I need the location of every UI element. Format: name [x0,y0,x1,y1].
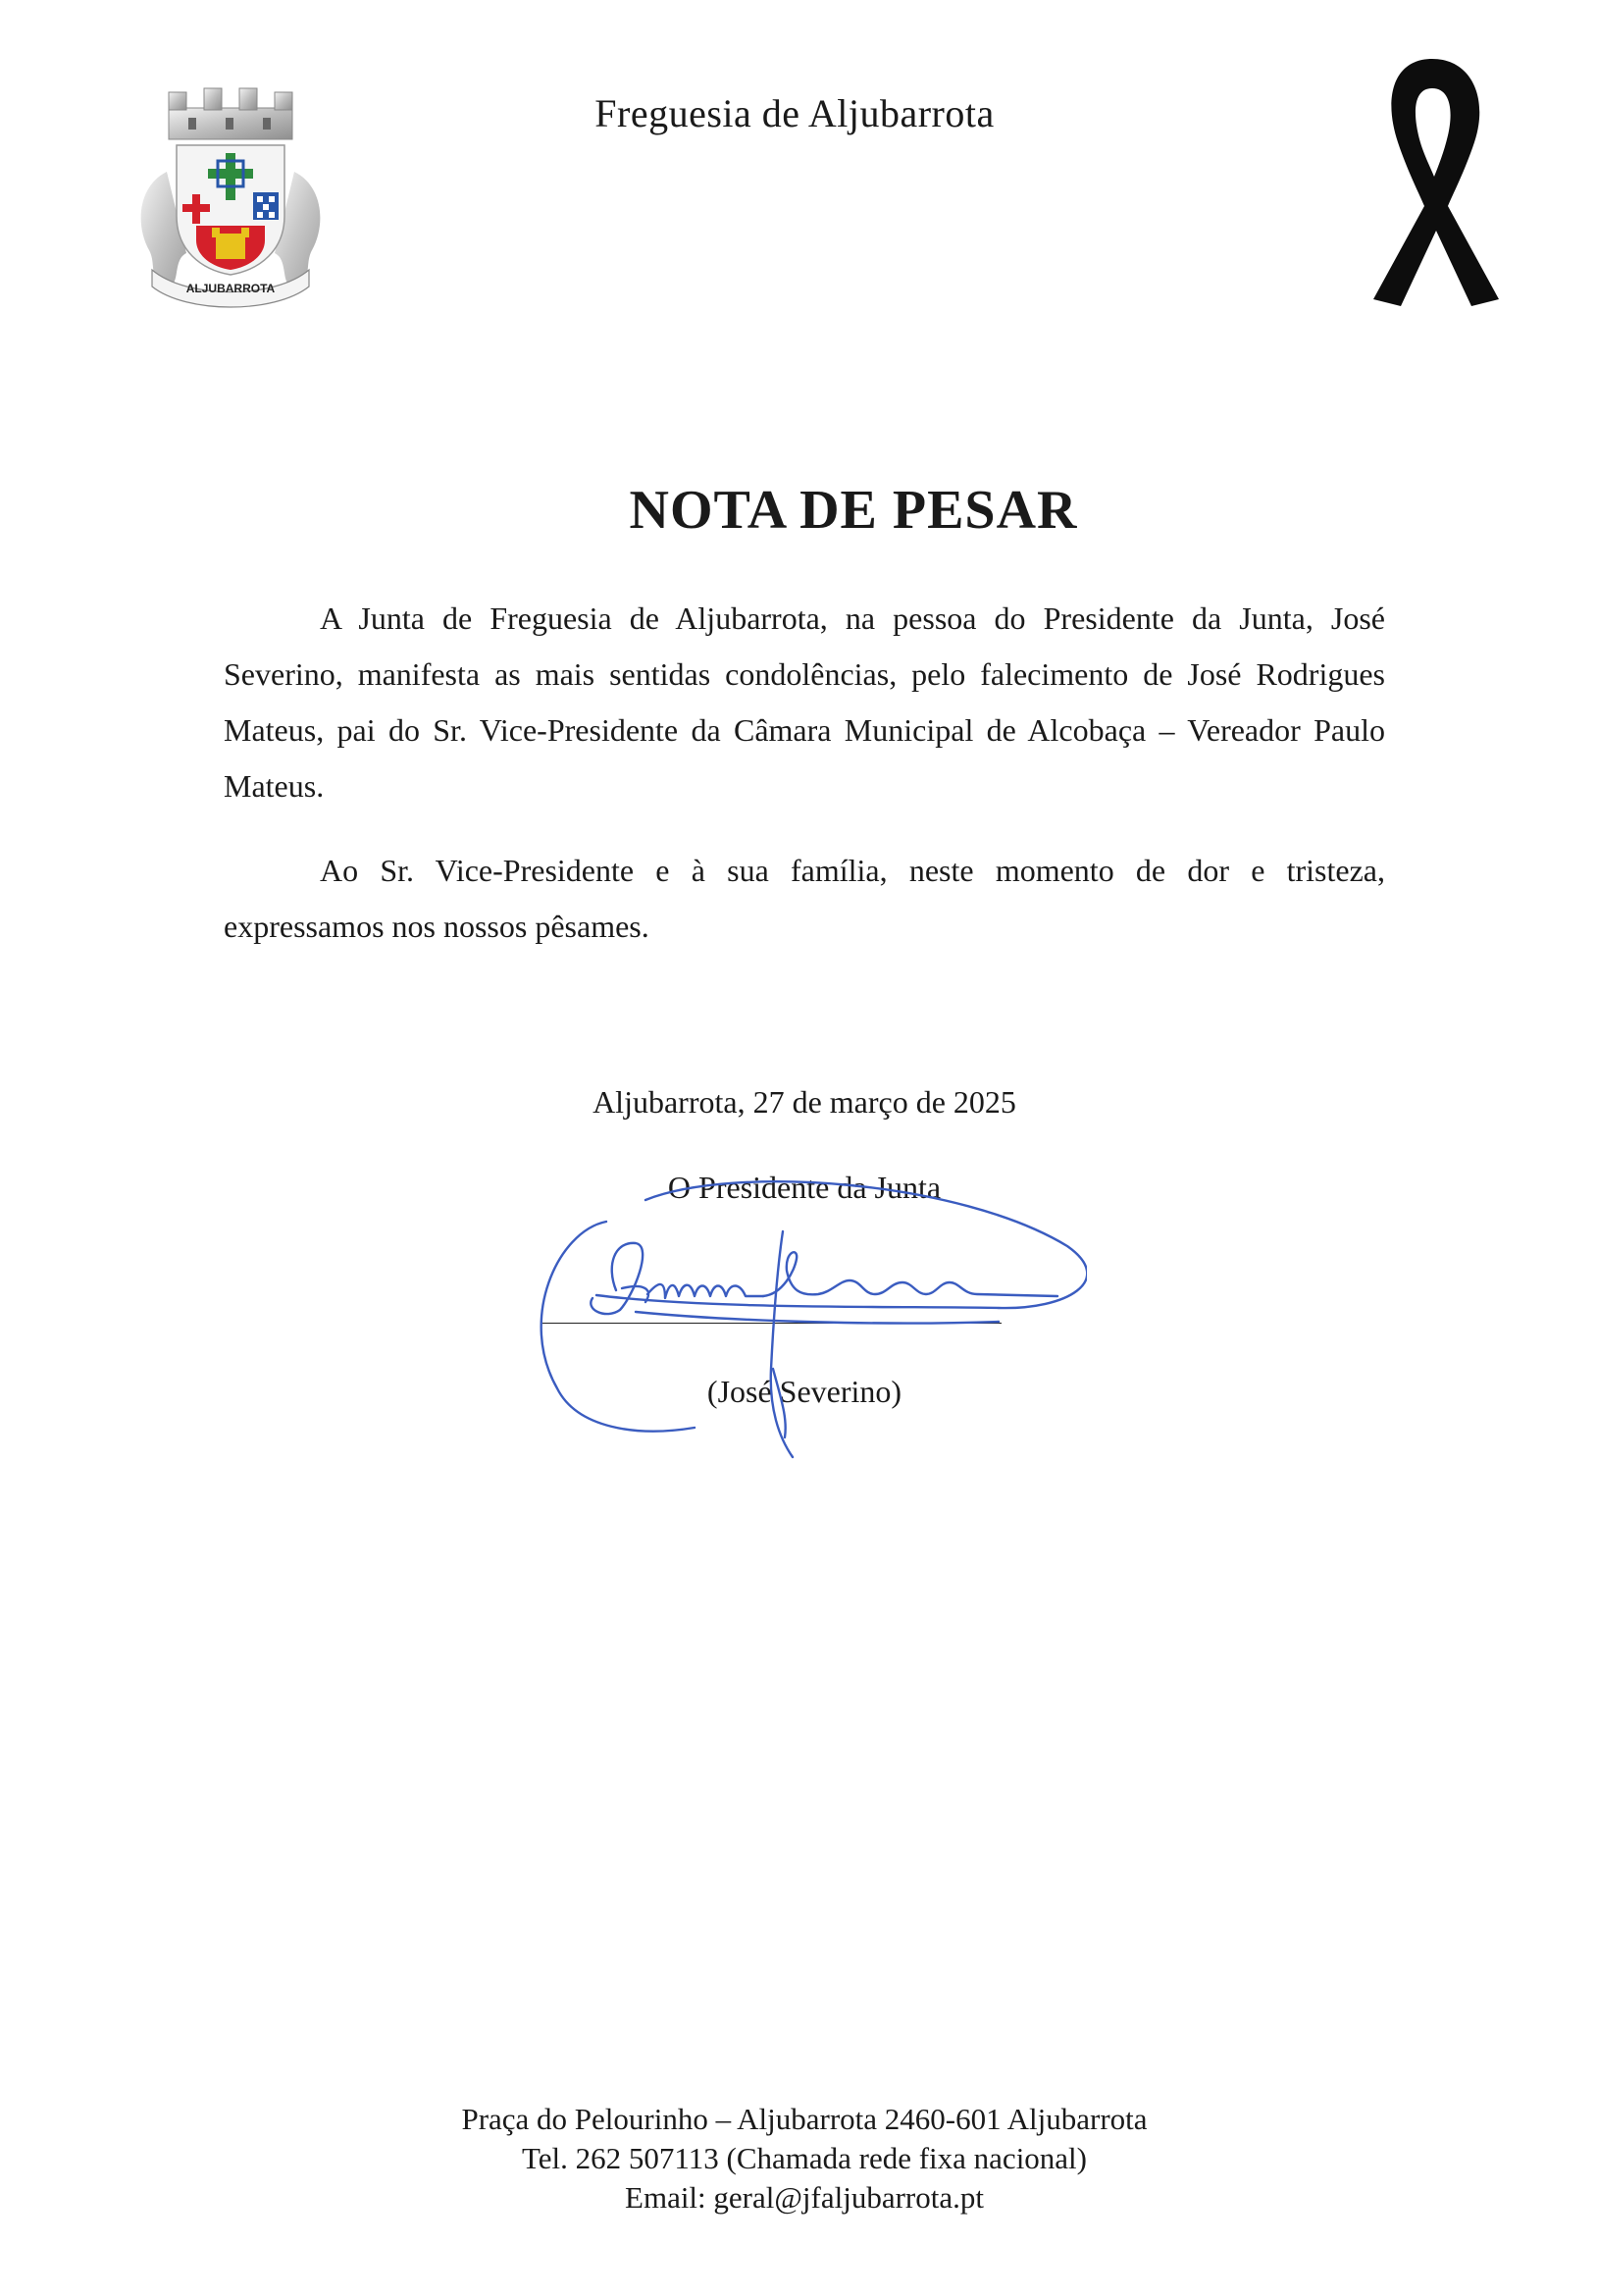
footer-address: Praça do Pelourinho – Aljubarrota 2460-601 Aljubarrota [461,2102,1148,2136]
body-paragraph: Ao Sr. Vice-Presidente e à sua família, neste momento de dor e tristeza, expressamos nos nossos pêsames. [224,853,1385,944]
signer-role: O Presidente da Junta [667,1170,942,1205]
black-ribbon-icon [1354,49,1511,314]
footer-phone: Tel. 262 507113 (Chamada rede fixa nacional) [522,2141,1087,2175]
organization-name: Freguesia de Aljubarrota [594,91,995,135]
handwritten-signature [538,1173,1087,1467]
document-body [224,591,1385,955]
document-title: NOTA DE PESAR [629,480,1078,541]
signer-name: (José Severino) [706,1374,902,1409]
document-footer [294,2100,1314,2218]
coat-of-arms-icon [128,78,334,314]
body-paragraph: A Junta de Freguesia de Aljubarrota, na pessoa do Presidente da Junta, José Severino, manifesta as mais sentidas condolências, pelo falecimento de José Rodrigues Mateus, pai do Sr. Vice-Presidente da Câmara Municipal de Alcobaça – Vereador Paulo Mateus. [224,600,1385,804]
coat-of-arms-label: ALJUBARROTA [185,282,276,295]
footer-email: Email: geral@jfaljubarrota.pt [625,2180,984,2215]
place-and-date: Aljubarrota, 27 de março de 2025 [592,1084,1016,1120]
